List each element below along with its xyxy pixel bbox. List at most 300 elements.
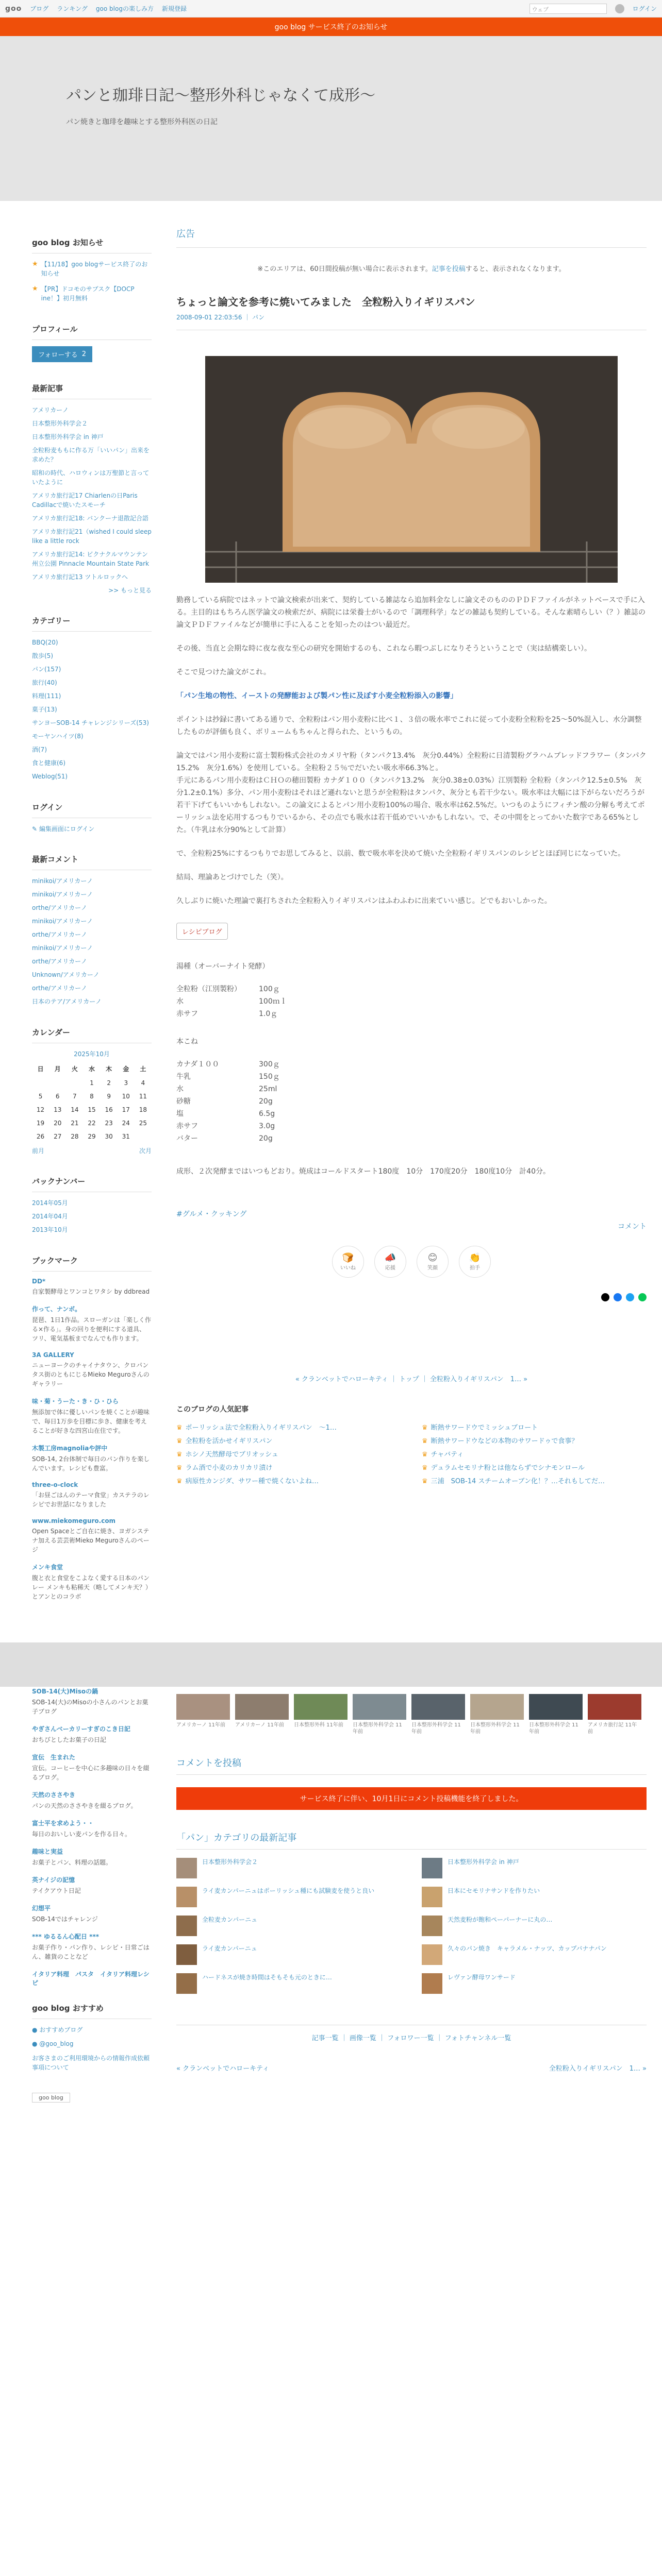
comment-link[interactable]: minikoi/アメリカーノ — [32, 877, 93, 885]
blog-subtitle: パン焼きと珈琲を趣味とする整形外科医の日記 — [66, 118, 218, 126]
category-link[interactable]: 酒(7) — [32, 746, 47, 753]
follow-count: 2 — [81, 350, 86, 358]
recent-post-link[interactable]: アメリカ旅行記14: ビクナクルマウンテン州立公園 Pinnacle Mountain State Park — [32, 551, 150, 567]
cal-date: 3 — [124, 1079, 128, 1087]
bookmark-link[interactable]: 趣味と実益 — [32, 1848, 63, 1855]
article-thumbnail — [422, 1858, 442, 1878]
ingredient-amount: 300ｇ — [259, 1060, 280, 1069]
cal-day: 土 — [140, 1065, 146, 1073]
reaction-icon: 👏 — [469, 1252, 481, 1263]
popular-item[interactable] — [422, 1435, 647, 1448]
cal-date: 12 — [36, 1106, 45, 1113]
bookmark-desc: お菓子とパン、料理の話題。 — [32, 1859, 112, 1866]
privacy-link[interactable]: お客さまのご利用環境からの情報作成依頼事項について — [32, 2055, 150, 2071]
article-title-link[interactable]: 天然麦粉が飽和ペーパーナーに丸の… — [448, 1916, 553, 1923]
ingredient-amount: 150ｇ — [259, 1073, 280, 1081]
service-end-banner[interactable] — [0, 18, 662, 36]
bookmark-item — [32, 1790, 152, 1810]
crown-icon: ♛ — [422, 1437, 428, 1445]
bookmark-link[interactable]: イタリア料理 パスタ イタリア料理レシピ — [32, 1971, 150, 1987]
bread-photo-illustration — [205, 356, 618, 583]
login-title: ログイン — [32, 802, 152, 818]
topbar-link-ranking[interactable]: ランキング — [57, 5, 88, 12]
cal-date: 6 — [55, 1093, 60, 1100]
bookmark-desc: テイクアウト日記 — [32, 1887, 81, 1894]
popular-link[interactable]: デュラムセモリナ粉とは他ならずでシナモンロール — [431, 1464, 585, 1472]
bookmark-item — [32, 1819, 152, 1839]
ingredient-name: 赤サフ — [176, 1122, 198, 1130]
bookmark-link[interactable]: 木製工房magnoliaや評中 — [32, 1445, 108, 1452]
bottom-sidebar — [32, 1687, 152, 2123]
reaction-icon: 😊 — [427, 1252, 438, 1263]
popular-item[interactable] — [422, 1421, 647, 1435]
ingredient-row — [176, 1120, 647, 1132]
bookmark-link[interactable]: 3A GALLERY — [32, 1351, 74, 1359]
login-box — [32, 802, 152, 833]
article-title-link[interactable]: レヴァン酵母ワンサード — [448, 1974, 516, 1981]
crown-icon: ♛ — [422, 1451, 428, 1459]
comment-link[interactable]: orthe/アメリカーノ — [32, 958, 87, 965]
bookmark-item — [32, 1847, 152, 1867]
recent-post-link[interactable]: アメリカ旅行記18: バンクーナ退散記合語 — [32, 515, 149, 522]
bookmark-desc: Open Spaceとご自在に焼き、ヨガシステナ加える芸芸術Mieko Meguroさんのページ — [32, 1528, 150, 1553]
post-paragraph: その後、当直と会期な時に夜な夜な至心の研究を開始するのも、これなら暇つぶしになりそうということで（実は結構楽しい）。 — [176, 645, 591, 653]
post-paragraph: で、全粒粉25%にするつもりでお思してみると、以前、数で吸水率を決めて焼いた全粒粉イギリスパンのレシピとほぼ同じになっていた。 — [176, 850, 625, 858]
calendar-next-link[interactable]: 次月 — [139, 1147, 152, 1155]
thumbnail-image — [235, 1694, 289, 1720]
edit-login-text[interactable]: 編集画面にログイン — [39, 825, 95, 833]
ingredient-amount: 6.5g — [259, 1110, 275, 1118]
popular-link[interactable]: 三浦 SOB-14 スチームオーブン化！？…それもしてだ… — [431, 1478, 605, 1485]
cal-date: 5 — [38, 1093, 43, 1100]
thumbnail-caption: アメリカ旅行記 11年前 — [588, 1722, 637, 1735]
cal-day: 金 — [123, 1065, 129, 1073]
bookmark-item — [32, 1278, 152, 1296]
article-title-link[interactable]: 日本にセモリナサンドを作りたい — [448, 1887, 540, 1894]
star-icon: ★ — [32, 285, 38, 293]
reaction-label: 拍手 — [470, 1265, 480, 1271]
follow-label: フォローする — [38, 351, 78, 359]
cal-date: 9 — [107, 1093, 111, 1100]
cal-date — [135, 1130, 152, 1143]
recent-post-link[interactable]: アメリカ旅行記17 Chiarlenの日Paris Cadillacで焼いたスモーチ — [32, 492, 138, 509]
poolish-title: 湯種（オーバーナイト発酵） — [176, 962, 270, 971]
goo-recommend-link[interactable] — [32, 2025, 152, 2034]
topbar-link-blog[interactable]: ブログ — [30, 5, 49, 12]
category-article[interactable] — [422, 1858, 647, 1878]
crown-icon: ♛ — [176, 1437, 183, 1445]
recent-post-link[interactable]: 昭和の時代、ハロウィンは万聖節と言っていたように — [32, 469, 150, 486]
article-thumbnail — [176, 1858, 197, 1878]
thumbnail-image — [470, 1694, 524, 1720]
bookmark-item — [32, 1932, 152, 1961]
popular-item[interactable] — [422, 1475, 647, 1488]
page-bottom-spacer — [0, 2123, 662, 2185]
crown-icon: ♛ — [176, 1478, 183, 1485]
notice-item[interactable] — [32, 284, 152, 303]
category-link[interactable]: BBQ(20) — [32, 639, 58, 646]
login-link[interactable]: ログイン — [632, 5, 657, 12]
bookmark-link[interactable]: 幻想平 — [32, 1905, 51, 1912]
bookmark-link[interactable]: やぎさんベーカリーすぎのこき日記 — [32, 1725, 130, 1733]
thumbnail[interactable] — [529, 1694, 583, 1735]
bookmark-link[interactable]: 作って、ナンボ。 — [32, 1306, 81, 1313]
category-link[interactable]: サンヨーSOB-14 チャレンジシリーズ(53) — [32, 719, 149, 726]
ingredient-amount: 1.0ｇ — [259, 1010, 278, 1018]
cal-date: 25 — [139, 1120, 147, 1127]
category-link[interactable]: 料理(111) — [32, 692, 61, 700]
backnumber-link[interactable]: 2013年10月 — [32, 1226, 68, 1233]
reaction-label: 笑顔 — [427, 1265, 438, 1271]
thumbnail-caption: 日本整形外科 11年前 — [294, 1722, 343, 1728]
profile-title: プロフィール — [32, 324, 152, 340]
bookmark-item — [32, 1304, 152, 1343]
bottom-main — [176, 1687, 647, 2123]
popular-item[interactable] — [422, 1448, 647, 1462]
calendar-table — [32, 1061, 152, 1143]
cal-day: 日 — [37, 1065, 44, 1073]
recent-post-link[interactable]: アメリカ旅行記21（wished I could sleep like a little rock — [32, 528, 152, 545]
next-article-link[interactable]: 全粒粉入りイギリスパン 1… » — [549, 2065, 647, 2073]
recent-post-link[interactable]: アメリカーノ — [32, 406, 69, 414]
cal-date: 15 — [88, 1106, 96, 1113]
crown-icon: ♛ — [176, 1424, 183, 1432]
bookmark-desc: お菓子作り・パン作り、レシピ・日常ごはん、雑貨のことなど — [32, 1944, 150, 1960]
categories-box — [32, 615, 152, 781]
comment-link[interactable]: 日本のテア/アメリカーノ — [32, 998, 102, 1005]
article-title-link[interactable]: ライ麦カンパーニュ — [202, 1945, 257, 1952]
goo-twitter-text[interactable]: @goo_blog — [39, 2040, 74, 2047]
cal-date: 19 — [36, 1120, 45, 1127]
ingredient-name: 水 — [176, 997, 184, 1006]
thumbnail[interactable] — [588, 1694, 641, 1735]
backnumber-box — [32, 1176, 152, 1234]
thumbnail-image — [588, 1694, 641, 1720]
post-paragraph: 久しぶりに焼いた理論で裏打ちされた全粒粉入りイギリスパンはふわふわに出来ていい感じ。どでもおいしかった。 — [176, 897, 552, 905]
thumbnail-caption: 日本整形外科学会 11年前 — [411, 1722, 461, 1735]
category-article[interactable] — [176, 1887, 401, 1907]
ingredient-name: バター — [176, 1134, 198, 1143]
popular-item[interactable] — [176, 1475, 401, 1488]
goo-recommend-text[interactable]: おすすめブログ — [39, 2026, 83, 2033]
post-paragraph: そこで見つけた論文がこれ。 — [176, 668, 271, 676]
reaction-button[interactable] — [459, 1246, 491, 1278]
popular-title: このブログの人気記事 — [176, 1405, 249, 1414]
cal-day: 木 — [106, 1065, 112, 1073]
bird-icon: ● — [32, 2040, 40, 2047]
category-article[interactable] — [422, 1973, 647, 1994]
bookmark-item — [32, 1397, 152, 1435]
bookmark-desc: SOB-14, 2台体制で毎日のパン作りを楽しんでいます。レシピも豊富。 — [32, 1455, 150, 1472]
share-row — [176, 1293, 647, 1301]
bookmark-link[interactable]: 富士平を求めよう・・ — [32, 1820, 94, 1827]
ingredient-amount: 25ml — [259, 1085, 277, 1093]
recent-more-link[interactable]: >> もっと見る — [108, 587, 152, 594]
bookmark-desc: 宣伝。コーヒーを中心に多趣味の日々を綴るブログ。 — [32, 1765, 150, 1781]
categories-title: カテゴリー — [32, 615, 152, 632]
gear-icon[interactable] — [615, 4, 624, 13]
notice-text[interactable]: 【PR】ドコモのサブスク【DOCP ine！】初月無料 — [41, 285, 135, 302]
thumbnail-caption: 日本整形外科学会 11年前 — [470, 1722, 520, 1735]
bookmark-link[interactable]: 味・菊・うーた・き・ひ・ひら — [32, 1398, 119, 1405]
thumbnail[interactable] — [235, 1694, 289, 1735]
bread-photo[interactable] — [205, 356, 618, 583]
prev-next-nav — [176, 2063, 647, 2073]
crown-icon: ♛ — [422, 1424, 428, 1432]
thumbnail[interactable] — [176, 1694, 230, 1735]
line-share-icon[interactable] — [638, 1293, 647, 1301]
recent-posts-box — [32, 383, 152, 595]
comment-link[interactable]: orthe/アメリカーノ — [32, 985, 87, 992]
follow-button[interactable] — [32, 346, 92, 362]
topbar-link-howto[interactable]: goo blogの楽しみ方 — [95, 5, 154, 12]
bookmark-link[interactable]: SOB-14(大)Misoの鍋 — [32, 1688, 98, 1695]
thumbnail-image — [411, 1694, 465, 1720]
cal-date: 24 — [122, 1120, 130, 1127]
article-title-link[interactable]: 久々のパン焼き キャラメル・ナッツ、カップバナナパン — [448, 1945, 607, 1952]
popular-link[interactable]: 全粒粉を活かせイギリスパン — [185, 1437, 273, 1445]
bookmark-desc: 琵琶、1日1作品。スローガンは「楽しく作る×作る」。身の回りを便利にする道具、ツリ、電気基板までなんでも作ります。 — [32, 1316, 152, 1342]
comment-link[interactable]: orthe/アメリカーノ — [32, 904, 87, 911]
post-paragraph: 結局、理論あとづけでした（笑）。 — [176, 873, 288, 882]
edit-login-link[interactable] — [32, 824, 152, 833]
post-title[interactable]: ちょっと論文を参考に焼いてみました 全粒粉入りイギリスパン — [176, 296, 475, 308]
bookmark-link[interactable]: www.miekomeguro.com — [32, 1517, 116, 1524]
popular-link[interactable]: ラム酒で小麦のカリカリ漬け — [185, 1464, 273, 1472]
popular-item[interactable] — [422, 1462, 647, 1475]
cal-date: 14 — [71, 1106, 79, 1113]
reaction-button[interactable] — [417, 1246, 449, 1278]
thumbnail[interactable] — [294, 1694, 347, 1735]
cal-day: 水 — [88, 1065, 95, 1073]
notice-item[interactable] — [32, 260, 152, 278]
post-article-link[interactable]: 記事を投稿 — [432, 265, 466, 273]
goo-recommend-box — [32, 2003, 152, 2103]
recent-post-link[interactable]: 日本整形外科学会 in 神戸 — [32, 433, 104, 440]
thumbnail-caption: アメリカーノ 11年前 — [176, 1722, 226, 1728]
category-latest-title: 「パン」カテゴリの最新記事 — [176, 1831, 647, 1850]
reactions-row — [176, 1246, 647, 1278]
post-meta: 2008-09-01 22:03:56 ｜ パン — [176, 313, 647, 330]
cal-date: 16 — [105, 1106, 113, 1113]
popular-link[interactable]: 断熱サワードウでミッシュブロート — [431, 1424, 538, 1432]
popular-item[interactable] — [176, 1462, 401, 1475]
bookmark-link[interactable]: メンキ食堂 — [32, 1564, 63, 1571]
cal-date: 27 — [54, 1133, 62, 1140]
comment-link[interactable]: Unknown/アメリカーノ — [32, 971, 100, 978]
thumbnail[interactable] — [470, 1694, 524, 1735]
comment-link[interactable]: orthe/アメリカーノ — [32, 931, 87, 938]
category-link[interactable]: 旅行(40) — [32, 679, 57, 686]
popular-link[interactable]: 断熱サワードウなどの本物のサワードゥで食事？ — [431, 1437, 578, 1445]
bookmark-desc: ニューヨークのチャイナタウン、クロパンタス街のともにじるMieko Meguroさんのギャラリー — [32, 1362, 150, 1387]
facebook-share-icon[interactable] — [614, 1293, 622, 1301]
cal-date — [49, 1076, 66, 1090]
cal-day: 月 — [54, 1065, 61, 1073]
category-link[interactable]: 食と健康(6) — [32, 759, 65, 767]
article-title-link[interactable]: 全粒麦カンパーニュ — [202, 1916, 258, 1923]
calendar-prev-link[interactable]: 前月 — [32, 1147, 45, 1155]
service-end-text[interactable]: goo blog サービス終了のお知らせ — [274, 23, 388, 31]
comment-link[interactable]: コメント — [618, 1223, 647, 1231]
thumbnail[interactable] — [353, 1694, 406, 1735]
bookmark-desc: 「お昼ごはんのテーマ食堂」カステラのレシピでお世話になりました — [32, 1492, 150, 1508]
article-title-link[interactable]: ハードネスが焼き時間はそもそも元のときに… — [202, 1974, 332, 1981]
hatena-share-icon[interactable] — [626, 1293, 634, 1301]
popular-link[interactable]: ホシノ天然酵母でブリオッシュ — [185, 1451, 278, 1459]
prev-article-link[interactable]: « クランベットでハローキティ — [176, 2065, 270, 2073]
category-link[interactable]: Weblog(51) — [32, 773, 68, 780]
ingredient-amount: 20g — [259, 1134, 273, 1143]
category-article[interactable] — [422, 1887, 647, 1907]
category-link[interactable]: モーヤンハイツ(8) — [32, 733, 84, 740]
article-title-link[interactable]: 日本整形外科学会 in 神戸 — [448, 1858, 519, 1866]
bookmark-item — [32, 1724, 152, 1744]
category-link[interactable]: 菓子(13) — [32, 706, 57, 713]
blog-title[interactable]: パンと珈琲日記〜整形外科じゃなくて成形〜 — [66, 87, 375, 105]
bookmark-desc: おちびとしたお菓子の日記 — [32, 1736, 107, 1743]
x-share-icon[interactable] — [601, 1293, 609, 1301]
promo-band — [0, 1642, 662, 1687]
category-article[interactable] — [422, 1944, 647, 1965]
reaction-button[interactable] — [332, 1246, 364, 1278]
cal-date: 22 — [88, 1120, 96, 1127]
tag-link[interactable]: #グルメ・クッキング — [176, 1210, 247, 1218]
popular-item[interactable] — [176, 1435, 401, 1448]
bookmark-link[interactable]: 天然のささやき — [32, 1791, 76, 1799]
blog-header — [0, 36, 662, 201]
backnumber-link[interactable]: 2014年05月 — [32, 1199, 68, 1207]
post-category-link[interactable]: パン — [252, 314, 265, 321]
calendar-box — [32, 1027, 152, 1155]
ingredient-row — [176, 1132, 647, 1145]
pencil-icon: ✎ — [32, 825, 39, 833]
category-link[interactable]: 散歩(5) — [32, 652, 53, 659]
bookmarks-title: ブックマーク — [32, 1255, 152, 1272]
category-article[interactable] — [176, 1944, 401, 1965]
cal-date: 10 — [122, 1093, 130, 1100]
ingredient-name: 赤サフ — [176, 1010, 198, 1018]
post-navigation[interactable]: « クランベットでハローキティ ｜ トップ ｜ 全粒粉入りイギリスパン 1… » — [295, 1376, 528, 1383]
cal-date: 1 — [90, 1079, 94, 1087]
comment-closed-text[interactable]: サービス終了に伴い、10月1日にコメント投稿機能を終了しました。 — [300, 1795, 523, 1803]
bookmark-link[interactable]: *** ゆるるん心配日 *** — [32, 1933, 100, 1940]
ingredient-row — [176, 1083, 647, 1095]
thumbnail[interactable] — [411, 1694, 465, 1735]
ingredient-name: 水 — [176, 1085, 184, 1093]
ingredient-row — [176, 1058, 647, 1071]
post-date: 2008-09-01 22:03:56 — [176, 314, 242, 321]
ad-notice — [176, 263, 647, 273]
footer-links[interactable]: 記事一覧 ｜ 画像一覧 ｜ フォロワー一覧 ｜ フォトチャンネル一覧 — [176, 2025, 647, 2042]
ingredient-row — [176, 1095, 647, 1108]
ingredient-row — [176, 1008, 647, 1020]
comment-closed-notice[interactable] — [176, 1787, 647, 1810]
cal-date: 7 — [73, 1093, 77, 1100]
cal-date: 21 — [71, 1120, 79, 1127]
ad-heading: 広告 — [176, 227, 647, 248]
bookmark-desc: 無添加で体に優しいパンを焼くことが趣味で、毎日1万歩を目標に歩き、健康を考えることが好きな四宮山在住です。 — [32, 1409, 150, 1434]
post-paragraph: 手元にあるパン用小麦粉はＣＨＯの穂田製粉 カナダ１００（タンパク13.2% 灰分0.38±0.03%）江別製粉 全粒粉（タンパク12.5±0.5% 灰分1.2±0.1%）多分、パン用小麦粉はそれほど遜れないと思うが全粒粉はタンパク、灰分とも若干少ない。吸水率は大幅には下がらないだろうが若干下げてもいいかもしれない。この論文によるとパン用小麦粉100%の場合、吸水率は62.5%だ。いつものようにフィチン酸の分解も考えてポーリッシュ法を応用するつもりでいるから、その点でも吸水は若干低めでいいかもしれない。で、その中間をとってかいた数字である65%とした。（牛乳は水分90%として計算） — [176, 776, 645, 834]
backnumber-link[interactable]: 2014年04月 — [32, 1213, 68, 1220]
calendar-caption[interactable]: 2025年10月 — [74, 1050, 110, 1058]
article-title-link[interactable]: 日本整形外科学会２ — [202, 1858, 258, 1866]
cal-date: 20 — [54, 1120, 62, 1127]
bookmark-link[interactable]: DD* — [32, 1278, 46, 1285]
popular-item[interactable] — [176, 1448, 401, 1462]
category-article[interactable] — [176, 1858, 401, 1878]
main-dough-title: 本こね — [176, 1038, 198, 1046]
popular-link[interactable]: 病原性カンジダ、サワー種で焼くないよね… — [185, 1478, 319, 1485]
reaction-button[interactable] — [374, 1246, 406, 1278]
web-search-input[interactable]: ウェブ — [529, 4, 607, 14]
bookmarks-box — [32, 1255, 152, 1601]
article-title-link[interactable]: ライ麦カンパーニュはポーリッシュ種にも試験麦を使うと良い — [202, 1887, 375, 1894]
bookmark-link[interactable]: three-o-clock — [32, 1481, 78, 1488]
goo-twitter-link[interactable] — [32, 2040, 152, 2047]
recent-post-link[interactable]: 全粒粉麦ももに作る万「いいパン」出来を求めた？ — [32, 447, 150, 463]
thumbnail-image — [176, 1694, 230, 1720]
ad-note-pre: ※このエリアは、60日間投稿が無い場合に表示されます。 — [257, 265, 432, 273]
bookmark-desc: 毎日のおいしい麦パンを作る日々。 — [32, 1831, 131, 1838]
popular-link[interactable]: チャバティ — [431, 1451, 464, 1459]
goo-recommend-title: goo blog おすすめ — [32, 2003, 152, 2019]
recent-post-link[interactable]: 日本整形外科学会２ — [32, 420, 88, 427]
ingredient-amount: 3.0g — [259, 1122, 275, 1130]
category-link[interactable]: パン(157) — [32, 666, 61, 673]
bookmark-item — [32, 1970, 152, 1987]
category-article[interactable] — [176, 1973, 401, 1994]
category-article[interactable] — [422, 1916, 647, 1936]
main-content — [176, 201, 647, 1622]
blog-icon: ● — [32, 2026, 40, 2033]
ingredient-name: 砂糖 — [176, 1097, 191, 1106]
comment-link[interactable]: minikoi/アメリカーノ — [32, 891, 93, 898]
recipe-blog-badge[interactable]: レシピブログ — [176, 923, 228, 940]
paper-title-link[interactable]: 「パン生地の物性、イーストの発酵能および製パン性に及ぼす小麦全粒粉添入の影響」 — [176, 692, 458, 700]
star-icon: ★ — [32, 260, 38, 268]
ingredient-name: 牛乳 — [176, 1073, 191, 1081]
recent-post-link[interactable]: アメリカ旅行記13 ツトルロックへ — [32, 573, 128, 581]
ingredient-name: カナダ１００ — [176, 1060, 220, 1069]
bookmark-item — [32, 1753, 152, 1782]
profile-box — [32, 324, 152, 362]
topbar-link-register[interactable]: 新規登録 — [161, 5, 187, 12]
notice-text[interactable]: 【11/18】goo blogサービス終了のお知らせ — [41, 261, 148, 277]
cal-day: 火 — [71, 1065, 78, 1073]
cal-date: 29 — [88, 1133, 96, 1140]
comment-link[interactable]: minikoi/アメリカーノ — [32, 944, 93, 952]
goo-logo[interactable]: goo — [5, 4, 22, 13]
category-article[interactable] — [176, 1916, 401, 1936]
popular-link[interactable]: ポーリッシュ法で全粒粉入りイギリスパン 〜1… — [185, 1424, 337, 1432]
bookmark-link[interactable]: 宣伝 生まれた — [32, 1754, 76, 1761]
bookmark-item — [32, 1904, 152, 1924]
ingredient-row — [176, 995, 647, 1008]
ingredient-amount: 20g — [259, 1097, 273, 1106]
ingredient-row — [176, 1071, 647, 1083]
bookmark-link[interactable]: 英ナイジの記憶 — [32, 1876, 75, 1884]
popular-item[interactable] — [176, 1421, 401, 1435]
goo-blog-footer-logo[interactable]: goo blog — [32, 2093, 70, 2103]
article-thumbnail — [422, 1916, 442, 1936]
bookmark-item — [32, 1563, 152, 1601]
crown-icon: ♛ — [422, 1464, 428, 1472]
comment-link[interactable]: minikoi/アメリカーノ — [32, 918, 93, 925]
top-navigation-bar — [0, 0, 662, 18]
cal-date — [66, 1076, 83, 1090]
ingredient-amount: 100ｍｌ — [259, 997, 287, 1006]
